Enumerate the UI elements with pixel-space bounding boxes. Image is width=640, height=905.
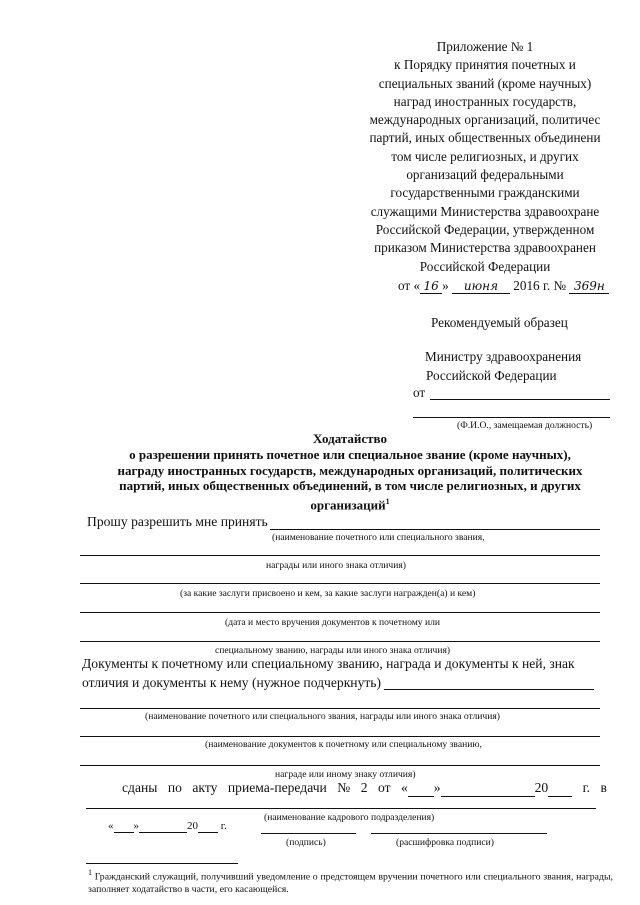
award-name-field[interactable] xyxy=(270,529,600,530)
from-hint: (Ф.И.О., замещаемая должность) xyxy=(457,420,593,431)
handover-month-field[interactable] xyxy=(441,780,535,797)
sign-year: 20 xyxy=(187,820,198,832)
date-prefix: от « xyxy=(398,278,421,293)
handover-word: от xyxy=(377,780,391,795)
hint-award-type: награды или иного знака отличия) xyxy=(266,560,406,571)
heading-line: награду иностранных государств, международных организаций, политических xyxy=(117,462,583,478)
appendix-line: приказом Министерства здравоохранен xyxy=(374,240,596,256)
handover-word: № xyxy=(337,780,351,795)
appendix-line: том числе религиозных, и других xyxy=(391,148,579,164)
hint-signature: (подпись) xyxy=(286,837,326,848)
sign-date xyxy=(108,820,227,833)
hint-ceremony-2: специальному званию, награды или иного знака отличия) xyxy=(215,645,451,656)
hint-ceremony: (дата и место вручения документов к почетному или xyxy=(225,617,441,628)
hint-award-name: (наименование почетного или специального звания, xyxy=(272,532,485,543)
appendix-line: к Порядку принятия почетных и xyxy=(394,57,576,73)
addressee xyxy=(425,347,581,385)
handwritten-day: 16 xyxy=(420,280,442,294)
sign-g: г. xyxy=(220,820,227,832)
signature-field[interactable] xyxy=(261,833,356,834)
appendix-line: специальных званий (кроме научных) xyxy=(378,75,592,91)
heading-line: партий, иных общественных объединений, в том числе религиозных, и других xyxy=(119,478,581,494)
handover-word: приема-передачи xyxy=(227,780,327,795)
appendix-line: организаций федеральными xyxy=(406,167,564,183)
sign-open: « xyxy=(108,820,114,832)
handover-line xyxy=(122,780,607,797)
sign-year-field[interactable] xyxy=(198,820,218,833)
handover-word: в xyxy=(600,780,607,795)
appendix-line: партий, иных общественных объединени xyxy=(369,130,601,146)
hint-documents: (наименование документов к почетному или специальному званию, xyxy=(205,739,482,750)
hint-hr-department: (наименование кадрового подразделения) xyxy=(264,812,435,823)
award-name-field-2[interactable] xyxy=(80,555,600,556)
hint-award-full: (наименование почетного или специального звания, награды или иного знака отличия) xyxy=(145,711,500,722)
from-position-field[interactable] xyxy=(413,417,610,418)
sign-month-field[interactable] xyxy=(139,820,187,833)
recommended-sample-label: Рекомендуемый образец xyxy=(431,315,568,330)
appendix-line: государственными гражданскими xyxy=(390,185,580,201)
handover-word: г. xyxy=(582,780,591,795)
signature-decoding-field[interactable] xyxy=(371,833,547,834)
appendix-line: международных организаций, политичес xyxy=(369,112,601,128)
handwritten-month: июня xyxy=(452,280,510,294)
appendix-line: Приложение № 1 xyxy=(436,39,534,54)
addressee-line1: Министру здравоохранения xyxy=(425,349,582,364)
order-date-line xyxy=(398,278,609,294)
documents-list-field[interactable] xyxy=(80,736,600,737)
sign-day-field[interactable] xyxy=(114,820,134,833)
appendix-line: служащими Министерства здравоохране xyxy=(370,203,600,219)
heading-line: о разрешении принять почетное или специальное звание (кроме научных), xyxy=(129,446,571,462)
appendix-line: Российской Федерации xyxy=(419,258,551,274)
documents-list-field-2[interactable] xyxy=(80,765,600,766)
sign-close: » xyxy=(133,820,139,832)
handover-day-field[interactable] xyxy=(408,780,434,797)
documents-field-2[interactable] xyxy=(80,708,600,709)
ceremony-field[interactable] xyxy=(80,612,600,613)
footnote-number: 1 xyxy=(88,868,92,877)
hint-merit: (за какие заслуги присвоено и кем, за какие заслуги награжден(а) и кем) xyxy=(180,588,476,599)
handover-word: по xyxy=(167,780,182,795)
from-name-field[interactable] xyxy=(430,399,610,400)
footnote xyxy=(88,867,613,896)
handwritten-order-number: 369н xyxy=(569,280,609,294)
appendix-header xyxy=(340,38,630,276)
handover-word: акту xyxy=(192,780,218,795)
date-mid: » xyxy=(442,278,449,293)
handover-word: 2 xyxy=(360,780,368,795)
handover-word: » xyxy=(433,780,441,795)
hint-documents-2: награде или иному знаку отличия) xyxy=(275,769,416,780)
handover-year-field[interactable] xyxy=(548,780,572,797)
documents-line1: Документы к почетному или специальному званию, награда и документы к ней, знак xyxy=(82,656,575,671)
footnote-separator xyxy=(86,863,238,864)
handover-word: сданы xyxy=(122,780,158,795)
hr-department-field[interactable] xyxy=(86,808,596,809)
documents-line2: отличия и документы к нему (нужное подчеркнуть) xyxy=(82,675,382,690)
footnote-text: Гражданский служащий, получивший уведомление о предстоящем вручении почетного или специального звания, награды, заполняет ходатайство в части, его касающейся. xyxy=(88,871,613,895)
documents-field[interactable] xyxy=(384,689,594,690)
petition-heading xyxy=(60,431,640,513)
handover-word: « xyxy=(400,780,408,795)
addressee-line2: Российской Федерации xyxy=(426,368,557,383)
footnote-mark: 1 xyxy=(385,497,390,507)
ceremony-field-2[interactable] xyxy=(80,641,600,642)
from-label: от xyxy=(413,385,426,400)
petition-title: Ходатайство xyxy=(313,431,387,446)
request-text: Прошу разрешить мне принять xyxy=(87,514,268,529)
merit-field[interactable] xyxy=(80,583,600,584)
appendix-line: наград иностранных государств, xyxy=(393,93,577,109)
heading-line: организаций$^1$ xyxy=(310,497,390,513)
hint-signature-decoding: (расшифровка подписи) xyxy=(396,837,494,848)
date-year: 2016 г. № xyxy=(513,278,567,293)
handover-word: 20 xyxy=(534,780,549,795)
appendix-line: Российской Федерации, утвержденном xyxy=(375,221,595,237)
